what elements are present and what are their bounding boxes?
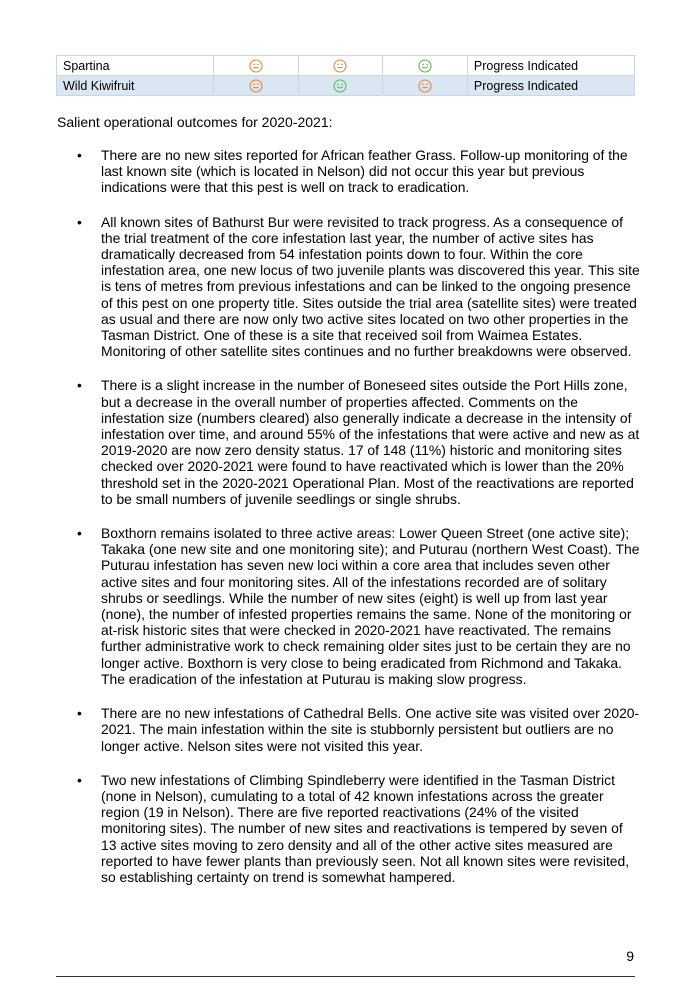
indicator-cell: [214, 76, 299, 96]
list-item: [56, 705, 641, 754]
bullet-icon: •: [77, 771, 82, 788]
list-item: [56, 377, 641, 507]
bullet-icon: •: [77, 213, 82, 230]
table-row: [57, 76, 635, 96]
bullet-icon: •: [77, 377, 82, 394]
indicator-cell: [298, 56, 383, 76]
happy-face-icon: [418, 59, 432, 73]
footer-rule: [56, 976, 635, 977]
happy-face-icon: [333, 79, 347, 93]
species-name-cell: Wild Kiwifruit: [57, 76, 214, 96]
bullet-icon: •: [77, 147, 82, 163]
neutral-face-icon: [333, 59, 347, 73]
status-cell: Progress Indicated: [467, 56, 634, 76]
list-item-text: All known sites of Bathurst Bur were revisited to track progress. As a consequence of the trial treatment of the core infestation last year, the number of active sites has dramatically decreased from 54 infestation points down to four. Within the core infestation area, one new locus of two juvenile plants was discovered this year. This site is tens of metres from previous infestations and can be linked to the ongoing presence of this pest on one property title. Sites outside the trial area (satellite sites) were treated as usual and there are now only two active sites located on two other properties in the Tasman District. One of these is a site that received soil from Waimea Estates. Monitoring of other satellite sites continues and no further breakdowns were observed.: [101, 213, 640, 360]
species-progress-table: [56, 55, 635, 96]
status-cell: Progress Indicated: [467, 76, 634, 96]
list-item: [56, 214, 641, 360]
bullet-icon: •: [77, 705, 82, 722]
outcomes-list: [56, 147, 641, 903]
section-intro: Salient operational outcomes for 2020-2021:: [57, 114, 333, 130]
indicator-cell: [383, 56, 468, 76]
neutral-face-icon: [249, 79, 263, 93]
page-number: 9: [626, 948, 634, 964]
list-item-text: There is a slight increase in the number of Boneseed sites outside the Port Hills zone, but a decrease in the overall number of properties affected. Comments on the infestation size (numbers cleared) also generally indicate a decrease in the intensity of infestation over time, and around 55% of the infestations that were active and new as at 2019-2020 are now zero density status. 17 of 148 (11%) historic and monitoring sites checked over 2020-2021 were found to have reactivated which is lower than the 20% threshold set in the 2020-2021 Operational Plan. Most of the reactivations are reported to be small numbers of juvenile seedlings or single shrubs.: [101, 377, 640, 507]
indicator-cell: [214, 56, 299, 76]
indicator-cell: [383, 76, 468, 96]
indicator-cell: [298, 76, 383, 96]
table-row: [57, 56, 635, 76]
neutral-face-icon: [418, 79, 432, 93]
list-item: [56, 147, 641, 196]
species-name-cell: Spartina: [57, 56, 214, 76]
list-item-text: Two new infestations of Climbing Spindleberry were identified in the Tasman District (none in Nelson), cumulating to a total of 42 known infestations across the greater region (19 in Nelson). There are five reported reactivations (24% of the visited monitoring sites). The number of new sites and reactivations is tempered by seven of 13 active sites moving to zero density and all of the other active sites measured are reported to have fewer plants than previously seen. Not all known sites were revisited, so establishing certainty on trend is somewhat hampered.: [101, 771, 630, 885]
bullet-icon: •: [77, 525, 82, 542]
list-item: [56, 525, 641, 687]
list-item-text: There are no new sites reported for African feather Grass. Follow-up monitoring of the last known site (which is located in Nelson) did not occur this year but previous indications were that this pest is well on track to eradication.: [101, 147, 628, 196]
list-item-text: Boxthorn remains isolated to three active areas: Lower Queen Street (one active site); Takaka (one new site and one monitoring site); and Puturau (northern West Coast). The Puturau infestation has seven new loci within a core area that includes seven other active sites and four monitoring sites. All of the infestations recorded are of solitary shrubs or seedlings. While the number of new sites (eight) is well up from last year (none), the number of infested properties remains the same. None of the monitoring or at-risk historic sites that were checked in 2020-2021 have reactivated. The remains further administrative work to check remaining older sites just to be certain they are no longer active. Boxthorn is very close to being eradicated from Richmond and Takaka. The eradication of the infestation at Puturau is making slow progress.: [101, 525, 640, 687]
list-item-text: There are no new infestations of Cathedral Bells. One active site was visited over 2020-2021. The main infestation within the site is stubbornly persistent but outliers are no longer active. Nelson sites were not visited this year.: [101, 705, 640, 754]
list-item: [56, 772, 641, 885]
neutral-face-icon: [249, 59, 263, 73]
